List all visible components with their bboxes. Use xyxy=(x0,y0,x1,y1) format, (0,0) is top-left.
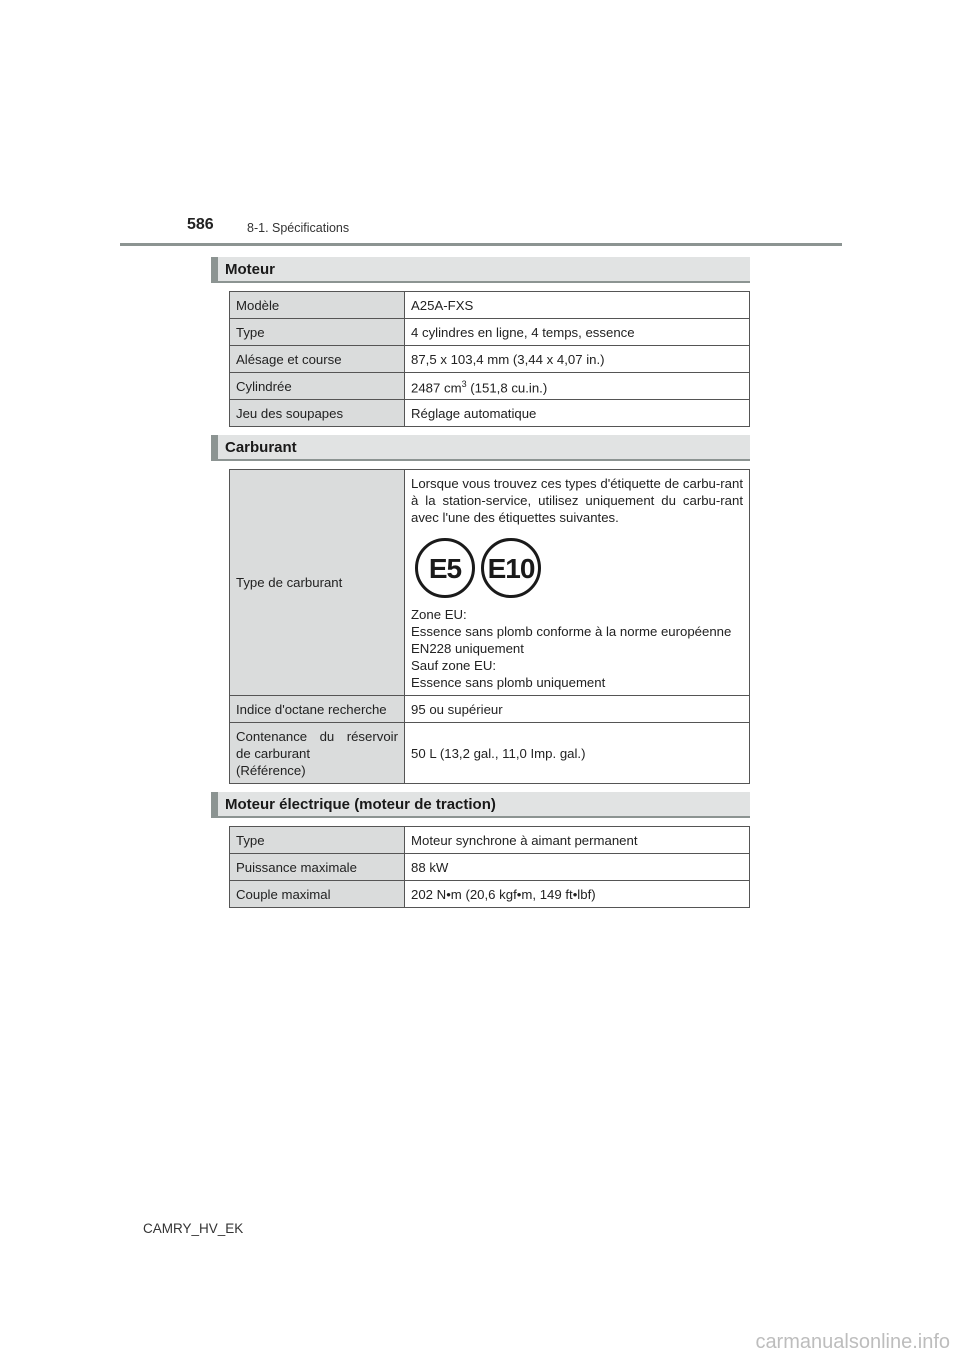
header-divider xyxy=(120,243,842,246)
displacement-value: 2487 cm xyxy=(411,380,462,396)
watermark: carmanualsonline.info xyxy=(755,1331,950,1353)
e5-label-icon: E5 xyxy=(415,538,475,598)
fuel-spec-table xyxy=(229,469,750,784)
row-label: Alésage et course xyxy=(230,346,405,373)
row-value xyxy=(405,470,750,696)
row-label: Type de carburant xyxy=(230,470,405,696)
fuel-zone-line: Essence sans plomb conforme à la norme européenne EN228 uniquement xyxy=(411,624,732,656)
tank-label-reference: (Référence) xyxy=(236,762,306,778)
table-row xyxy=(230,373,750,400)
table-row xyxy=(230,400,750,427)
row-label: Type xyxy=(230,827,405,854)
row-value: 4 cylindres en ligne, 4 temps, essence xyxy=(405,319,750,346)
heading-bar xyxy=(211,792,218,816)
row-label: Couple maximal xyxy=(230,881,405,908)
row-label: Puissance maximale xyxy=(230,854,405,881)
row-value: 87,5 x 103,4 mm (3,44 x 4,07 in.) xyxy=(405,346,750,373)
page-number: 586 xyxy=(187,216,214,233)
row-label xyxy=(230,723,405,784)
table-row xyxy=(230,881,750,908)
row-label: Jeu des soupapes xyxy=(230,400,405,427)
engine-spec-table xyxy=(229,291,750,427)
section-reference: 8-1. Spécifications xyxy=(247,221,350,235)
tank-label: Contenance du réservoir de carburant xyxy=(236,728,398,761)
section-title: Carburant xyxy=(225,439,297,456)
table-row xyxy=(230,319,750,346)
fuel-zone-line: Sauf zone EU: xyxy=(411,658,497,673)
table-row xyxy=(230,292,750,319)
table-row xyxy=(230,827,750,854)
row-label: Modèle xyxy=(230,292,405,319)
section-heading-moteur xyxy=(211,257,750,283)
row-value: 50 L (13,2 gal., 11,0 Imp. gal.) xyxy=(405,723,750,784)
table-row xyxy=(230,346,750,373)
table-row xyxy=(230,696,750,723)
manual-code: CAMRY_HV_EK xyxy=(143,1221,244,1236)
table-row xyxy=(230,854,750,881)
row-label: Indice d'octane recherche xyxy=(230,696,405,723)
row-value xyxy=(405,373,750,400)
e10-label-icon: E10 xyxy=(481,538,541,598)
section-title: Moteur xyxy=(225,261,275,278)
superscript: 3 xyxy=(461,378,467,389)
table-row xyxy=(230,470,750,696)
fuel-label-badges xyxy=(415,538,743,598)
electric-motor-spec-table xyxy=(229,826,750,908)
section-heading-carburant xyxy=(211,435,750,461)
fuel-zone-line: Essence sans plomb uniquement xyxy=(411,675,606,690)
section-title: Moteur électrique (moteur de traction) xyxy=(225,796,496,813)
row-label: Cylindrée xyxy=(230,373,405,400)
row-value: Moteur synchrone à aimant permanent xyxy=(405,827,750,854)
fuel-zone-line: Zone EU: xyxy=(411,607,467,622)
row-value: 202 N•m (20,6 kgf•m, 149 ft•lbf) xyxy=(405,881,750,908)
heading-bar xyxy=(211,257,218,281)
row-value: A25A-FXS xyxy=(405,292,750,319)
row-value: Réglage automatique xyxy=(405,400,750,427)
row-value: 88 kW xyxy=(405,854,750,881)
heading-bar xyxy=(211,435,218,459)
section-heading-moteur-electrique xyxy=(211,792,750,818)
row-label: Type xyxy=(230,319,405,346)
fuel-label-intro: Lorsque vous trouvez ces types d'étiquette de carbu-rant à la station-service, utilisez uniquement du carbu-rant avec l'une des étiquettes suivantes. xyxy=(411,476,743,525)
table-row xyxy=(230,723,750,784)
displacement-imperial: (151,8 cu.in.) xyxy=(466,380,548,396)
row-value: 95 ou supérieur xyxy=(405,696,750,723)
